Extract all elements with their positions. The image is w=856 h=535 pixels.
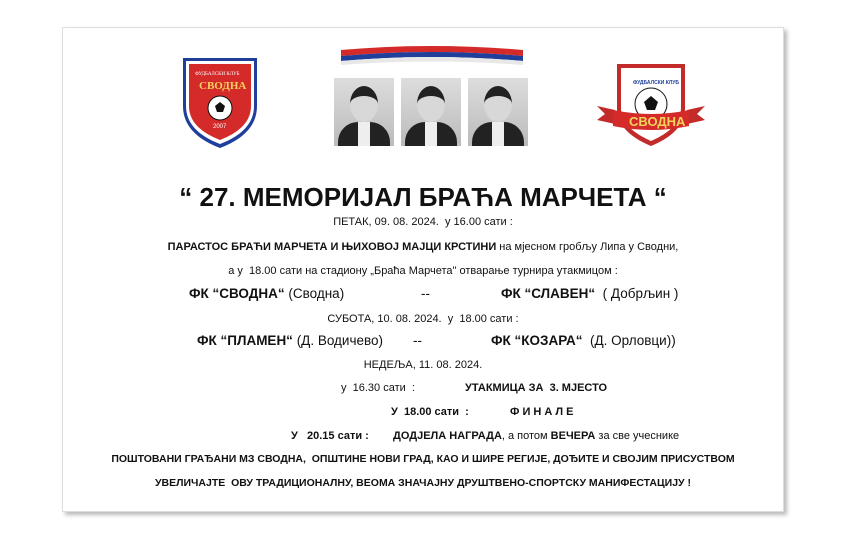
right-club-logo: [595, 58, 707, 148]
awards-time: У 20.15 сати :: [291, 430, 369, 442]
match2-separator: --: [413, 333, 422, 348]
memorial-bold: ПАРАСТОС БРАЋИ МАРЧЕТА И ЊИХОВОЈ МАЈЦИ КРСТИНИ: [167, 241, 497, 253]
invitation-line-2: УВЕЛИЧАЈТЕ ОВУ ТРАДИЦИОНАЛНУ, ВЕОМА ЗНАЧАЈНУ ДРУШТВЕНО-СПОРТСКУ МАНИФЕСТАЦИЈУ !: [155, 477, 691, 489]
match1-home: [189, 286, 344, 301]
match2-away: [491, 333, 676, 348]
left-logo-year: 2007: [213, 124, 227, 130]
left-logo-top-text: ФУДБАЛСКИ КЛУБ: [195, 72, 240, 77]
left-logo-name: СВОДНА: [199, 80, 247, 92]
poster-title: “ 27. МЕМОРИЈАЛ БРАЋА МАРЧЕТА “: [179, 182, 667, 212]
third-place-time: у 16.30 сати :: [341, 382, 415, 394]
right-logo-top-text: ФУДБАЛСКИ КЛУБ: [633, 80, 679, 86]
third-place-label: УТАКМИЦА ЗА 3. МЈЕСТО: [465, 382, 608, 394]
left-club-logo: [181, 56, 259, 150]
match1-home-team: ФК “СВОДНА“: [189, 286, 285, 301]
match1-home-place: (Сводна): [284, 286, 345, 301]
awards-rest: за све учеснике: [595, 430, 680, 442]
memorial-rest: на мјесном гробљу Липа у Сводни,: [496, 241, 679, 253]
match2-away-place: (Д. Орловци)): [582, 333, 676, 348]
match2-home: [197, 333, 383, 348]
poster: [62, 27, 784, 512]
final-label: Ф И Н А Л Е: [510, 406, 574, 418]
awards-connector: , а потом: [501, 430, 551, 442]
match2-home-team: ФК “ПЛАМЕН“: [197, 333, 293, 348]
right-logo-name: СВОДНА: [629, 114, 686, 129]
day1-opening: а у 18.00 сати на стадиону „Браћа Марчета" отварање турнира утакмицом :: [228, 265, 618, 277]
invitation-line-1: ПОШТОВАНИ ГРАЂАНИ МЗ СВОДНА, ОПШТИНЕ НОВИ ГРАД, КАО И ШИРЕ РЕГИЈЕ, ДОЂИТЕ И СВОЈИМ ПРИСУСТВОМ: [111, 453, 735, 465]
flag-ribbon: [341, 40, 523, 73]
day1-memorial: [63, 241, 783, 253]
match2-home-place: (Д. Водичево): [292, 333, 384, 348]
dinner-label: ВЕЧЕРА: [550, 430, 596, 442]
portrait-photo-3: [468, 78, 528, 146]
day3-date: НЕДЕЉА, 11. 08. 2024.: [363, 359, 483, 371]
day1-date: ПЕТАК, 09. 08. 2024. у 16.00 сати :: [333, 216, 513, 228]
portrait-photo-1: [334, 78, 394, 146]
match1-away-place: ( Добрљин ): [595, 286, 679, 301]
match1-away: [501, 286, 678, 301]
match1-away-team: ФК “СЛАВЕН“: [501, 286, 596, 301]
match2-away-team: ФК “КОЗАРА“: [491, 333, 583, 348]
awards-label: ДОДЈЕЛА НАГРАДА: [393, 430, 502, 442]
day2-date: СУБОТА, 10. 08. 2024. у 18.00 сати :: [327, 313, 519, 325]
match1-separator: --: [421, 286, 430, 301]
portrait-photo-2: [401, 78, 461, 146]
awards-line: [393, 430, 679, 442]
final-time: У 18.00 сати :: [391, 406, 469, 418]
